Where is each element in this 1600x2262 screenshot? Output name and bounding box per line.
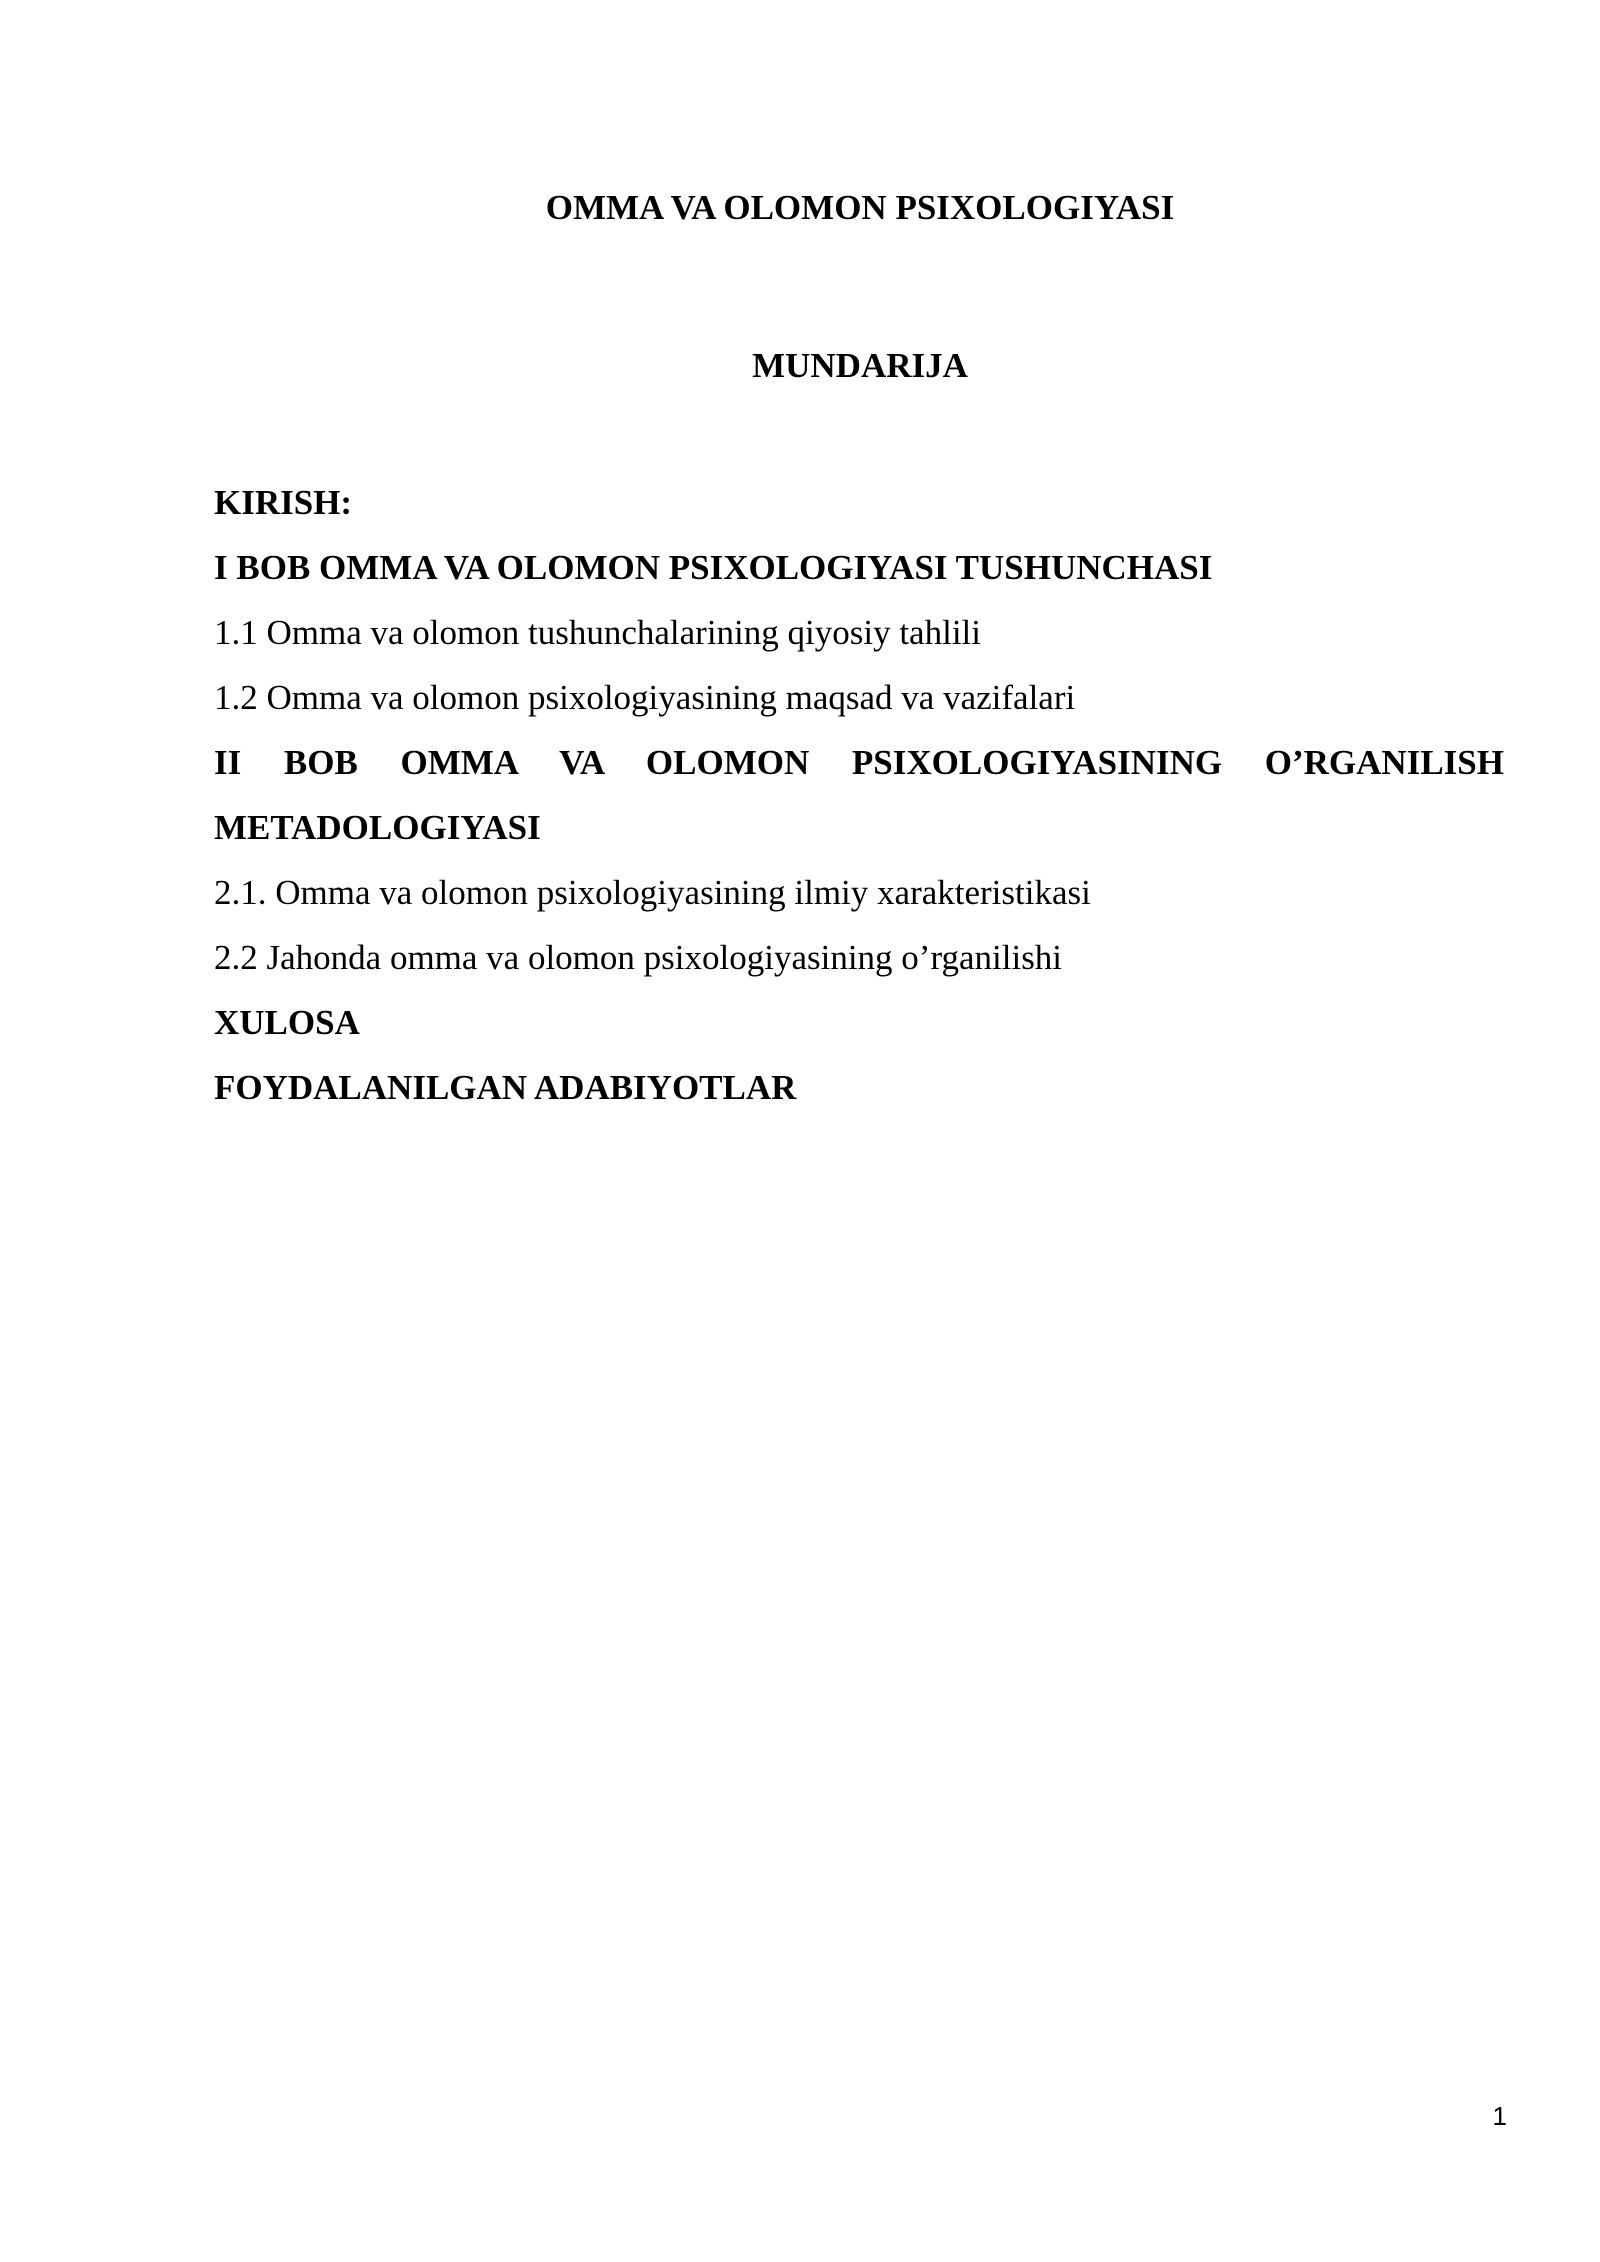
toc-entry-section-2-2: 2.2 Jahonda omma va olomon psixologiyasining o’rganilishi [214,938,1063,977]
toc-entry-conclusion: XULOSA [214,1003,360,1042]
document-title: OMMA VA OLOMON PSIXOLOGIYASI [545,188,1175,227]
toc-entry-section-1-1: 1.1 Omma va olomon tushunchalarining qiyosiy tahlili [214,613,981,652]
toc-entry-section-2-1: 2.1. Omma va olomon psixologiyasining ilmiy xarakteristikasi [214,873,1091,912]
toc-entry-references: FOYDALANILGAN ADABIYOTLAR [214,1068,797,1107]
toc-entry-chapter-2: II BOB OMMA VA OLOMON PSIXOLOGIYASINING O’RGANILISH [214,743,1504,782]
page-number: 1 [1492,2101,1507,2131]
toc-entry-chapter-2-continued: METADOLOGIYASI [214,808,541,847]
toc-heading: MUNDARIJA [752,346,968,385]
toc-entry-chapter-1: I BOB OMMA VA OLOMON PSIXOLOGIYASI TUSHUNCHASI [214,548,1213,587]
toc-entry-section-1-2: 1.2 Omma va olomon psixologiyasining maqsad va vazifalari [214,678,1076,717]
table-of-contents [214,470,1504,1120]
toc-entry-introduction: KIRISH: [214,483,353,522]
